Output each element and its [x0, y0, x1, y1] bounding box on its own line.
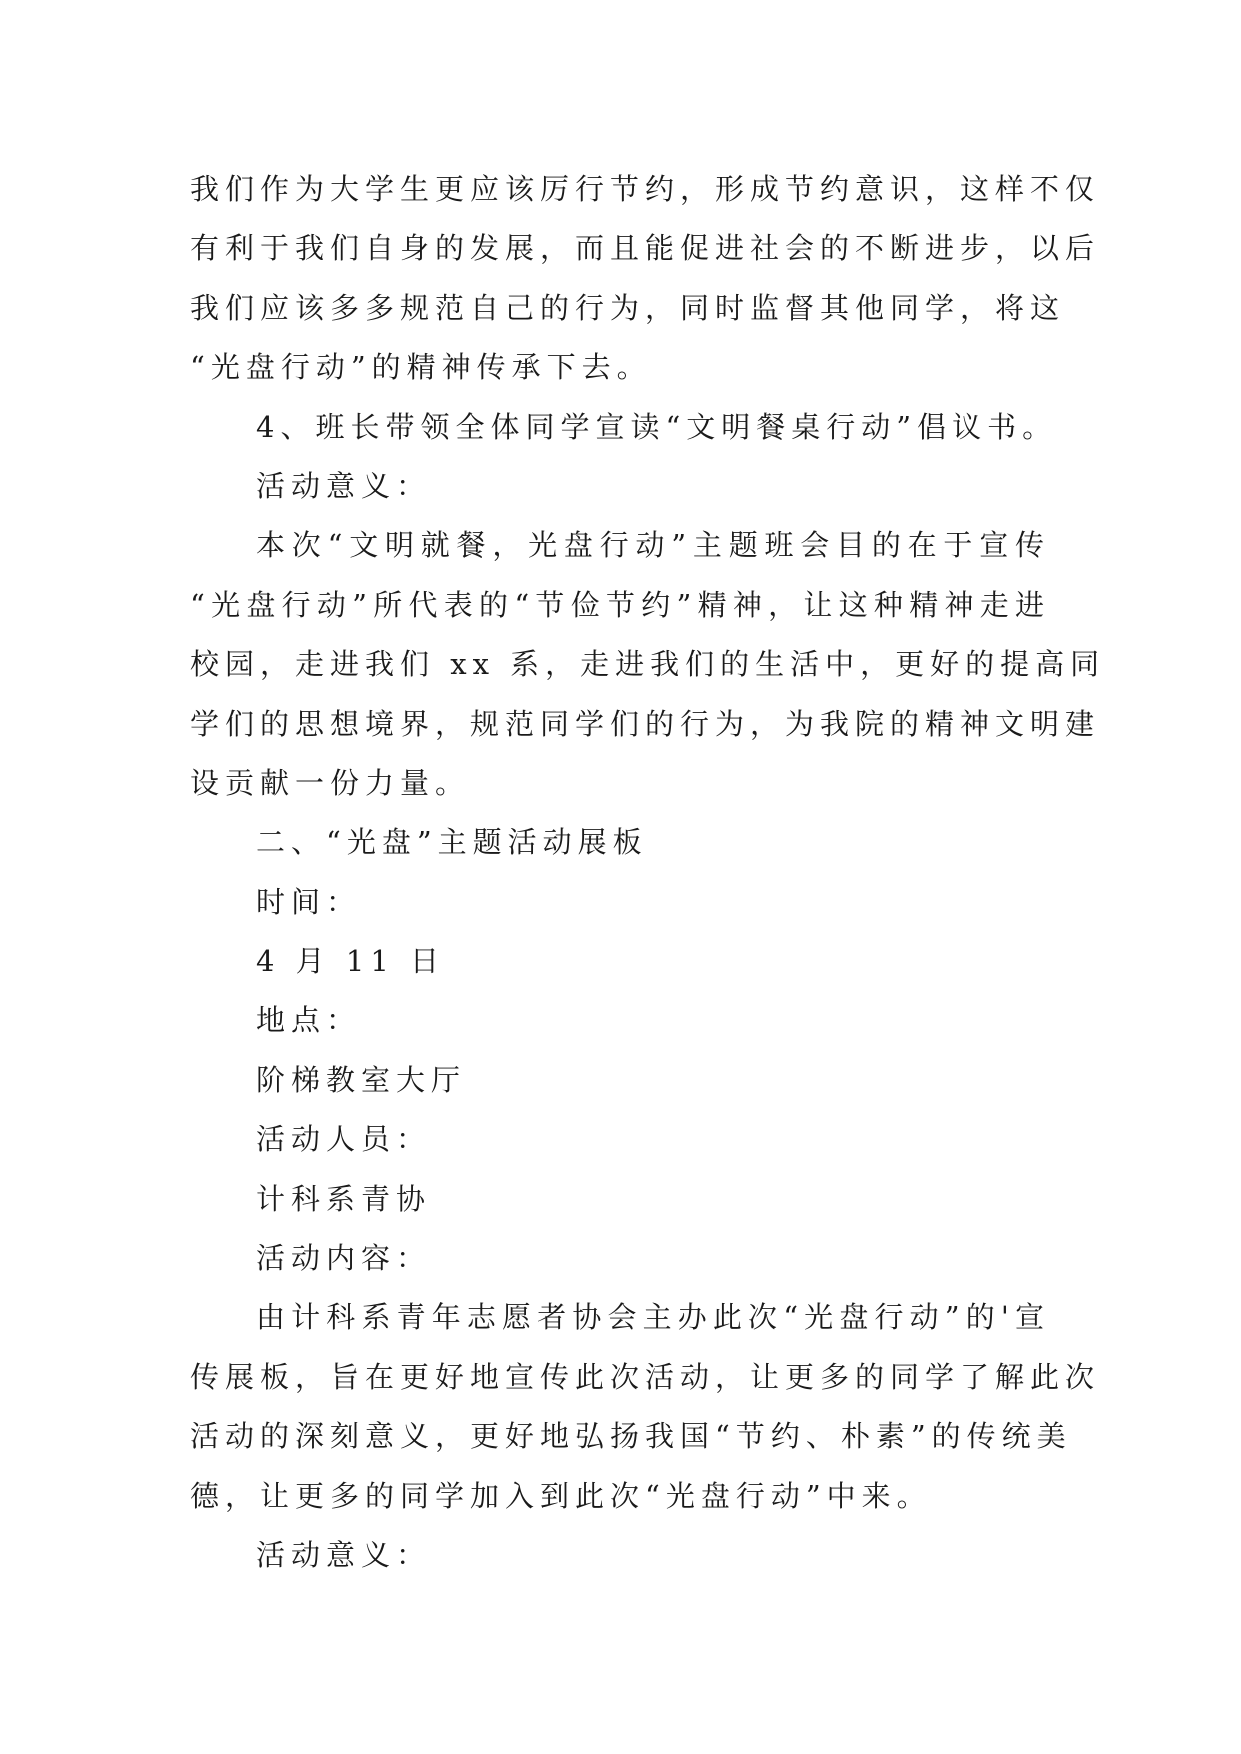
text-line: “光盘行动”所代表的“节俭节约”精神，让这种精神走进: [190, 587, 1050, 622]
text-line: 德，让更多的同学加入到此次“光盘行动”中来。: [190, 1478, 932, 1513]
text-line: 传展板，旨在更好地宣传此次活动，让更多的同学了解此次: [190, 1359, 1101, 1394]
text-line: 由计科系青年志愿者协会主办此次“光盘行动”的'宣: [256, 1300, 1050, 1335]
text-line: 4 月 11 日: [256, 944, 446, 979]
text-line: 我们应该多多规范自己的行为，同时监督其他同学，将这: [190, 290, 1066, 325]
text-line: “光盘行动”的精神传承下去。: [190, 350, 652, 385]
text-line: 我们作为大学生更应该厉行节约，形成节约意识，这样不仅: [190, 172, 1101, 206]
section-heading: 二、“光盘”主题活动展板: [256, 825, 648, 860]
text-line: 校园，走进我们 xx 系，走进我们的生活中，更好的提高同: [190, 647, 1106, 682]
text-line: 4、班长带领全体同学宣读“文明餐桌行动”倡议书。: [256, 409, 1058, 444]
section-label: 时间：: [256, 884, 362, 919]
text-line: 本次“文明就餐，光盘行动”主题班会目的在于宣传: [256, 528, 1050, 563]
text-line: 计科系青协: [256, 1181, 432, 1216]
section-label: 活动内容：: [256, 1241, 432, 1276]
text-line: 活动的深刻意义，更好地弘扬我国“节约、朴素”的传统美: [190, 1419, 1072, 1454]
section-label: 活动意义：: [256, 1537, 432, 1572]
text-line: 阶梯教室大厅: [256, 1062, 467, 1097]
document-body: [190, 160, 1106, 1585]
section-label: 活动意义：: [256, 468, 432, 503]
section-label: 活动人员：: [256, 1122, 432, 1157]
text-line: 学们的思想境界，规范同学们的行为，为我院的精神文明建: [190, 706, 1101, 741]
text-line: 有利于我们自身的发展，而且能促进社会的不断进步，以后: [190, 231, 1101, 266]
section-label: 地点：: [256, 1003, 362, 1038]
text-line: 设贡献一份力量。: [190, 765, 471, 800]
